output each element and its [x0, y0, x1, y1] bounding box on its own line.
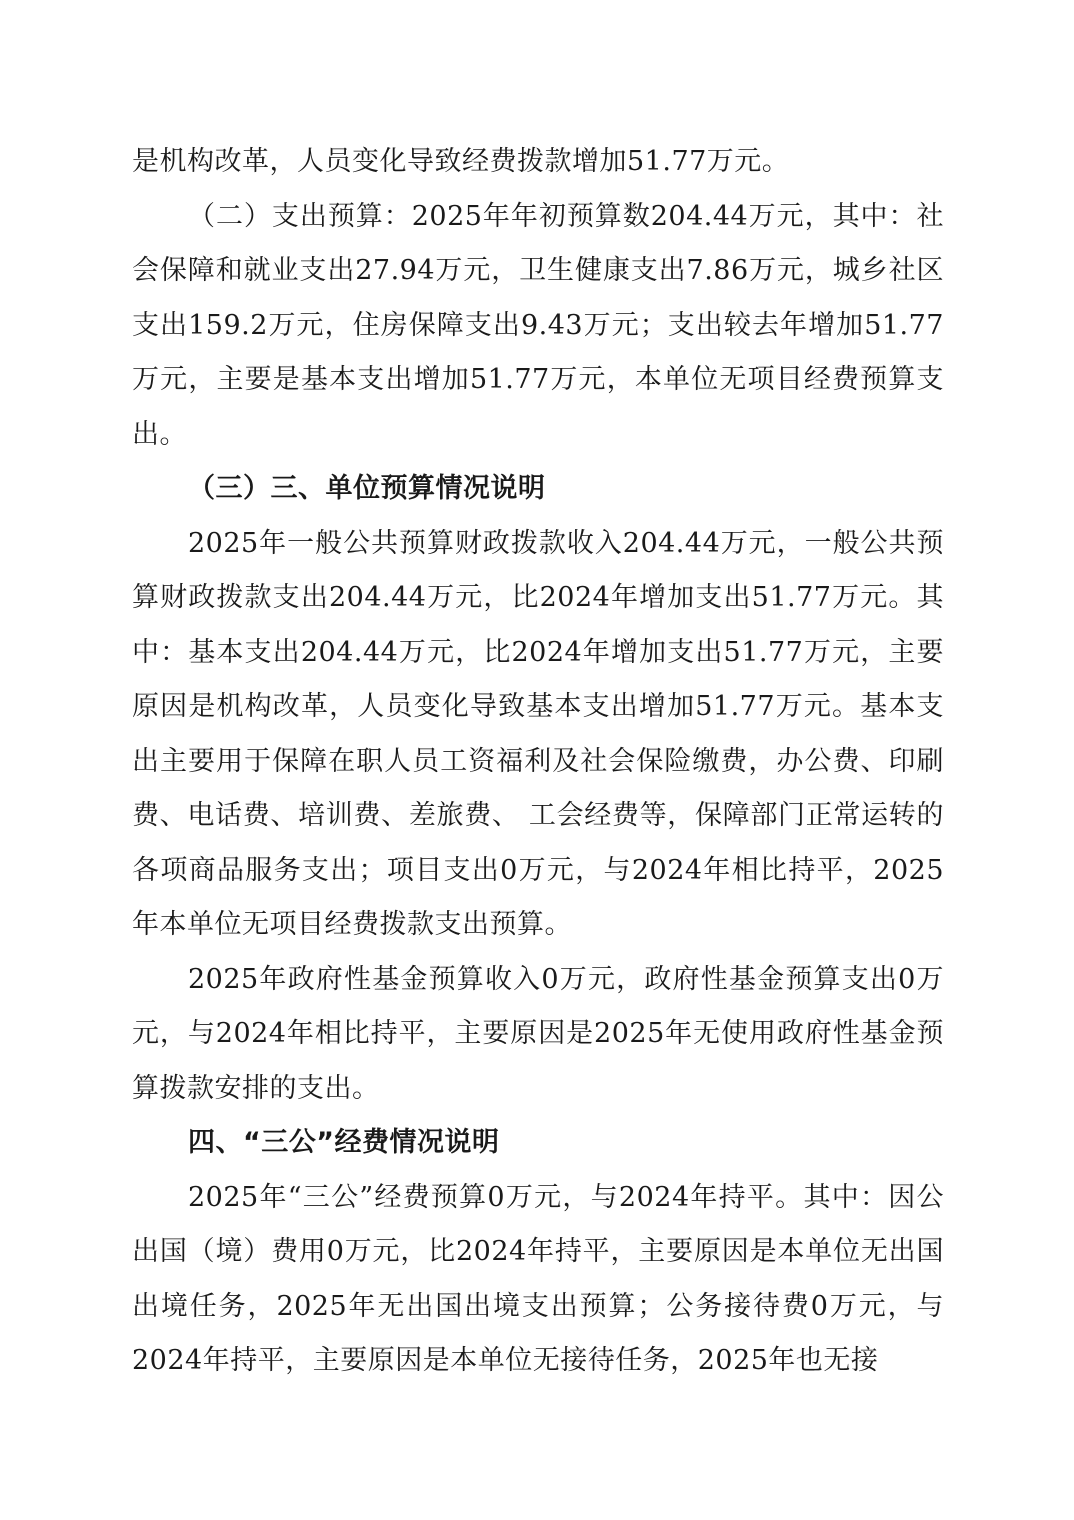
- section-heading-unit-budget: （三）三、单位预算情况说明: [188, 473, 546, 504]
- paragraph-continued: 是机构改革，人员变化导致经费拨款增加51.77万元。: [132, 146, 790, 177]
- section-heading-three-public: 四、“三公”经费情况说明: [188, 1127, 500, 1158]
- document-body: [132, 135, 944, 1389]
- paragraph-general-public-budget: 2025年一般公共预算财政拨款收入204.44万元，一般公共预算财政拨款支出204.44万元，比2024年增加支出51.77万元。其中：基本支出204.44万元，比2024年增加支出51.77万元，主要原因是机构改革，人员变化导致基本支出增加51.77万元。基本支出主要用于保障在职人员工资福利及社会保险缴费，办公费、印刷费、电话费、培训费、差旅费、 工会经费等，保障部门正常运转的各项商品服务支出；项目支出0万元，与2024年相比持平，2025年本单位无项目经费拨款支出预算。: [132, 527, 944, 940]
- paragraph-government-fund-budget: 2025年政府性基金预算收入0万元，政府性基金预算支出0万元，与2024年相比持平，主要原因是2025年无使用政府性基金预算拨款安排的支出。: [132, 963, 944, 1104]
- paragraph-expenditure-budget: （二）支出预算：2025年年初预算数204.44万元，其中：社会保障和就业支出27.94万元，卫生健康支出7.86万元，城乡社区支出159.2万元，住房保障支出9.43万元；支出较去年增加51.77万元，主要是基本支出增加51.77万元，本单位无项目经费预算支出。: [132, 200, 944, 450]
- paragraph-three-public-expenses: 2025年“三公”经费预算0万元，与2024年持平。其中：因公出国（境）费用0万元，比2024年持平，主要原因是本单位无出国出境任务，2025年无出国出境支出预算；公务接待费0万元，与2024年持平，主要原因是本单位无接待任务，2025年也无接: [132, 1181, 944, 1376]
